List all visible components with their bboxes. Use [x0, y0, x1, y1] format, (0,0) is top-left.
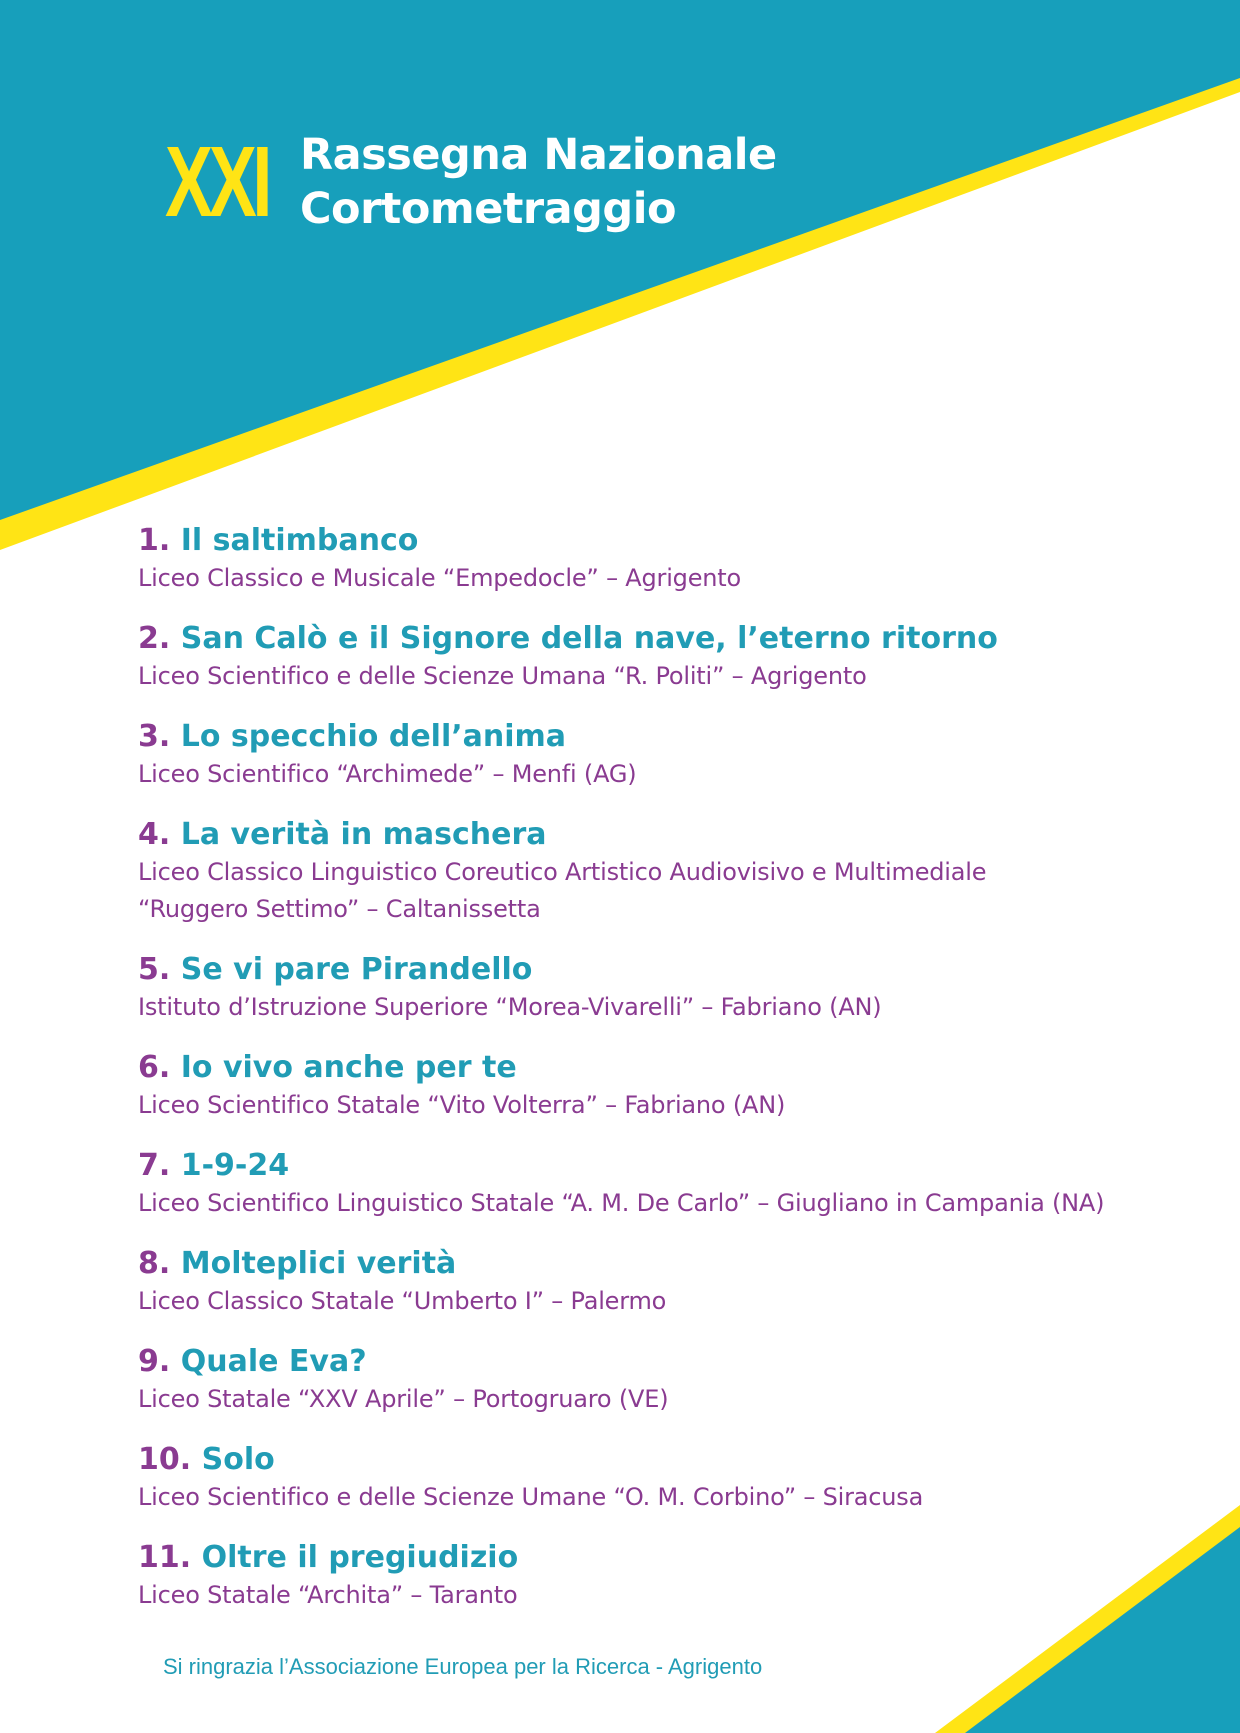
film-number: 8. [138, 1246, 171, 1281]
list-item [138, 718, 1218, 793]
school-name: Liceo Scientifico e delle Scienze Umana “R. Politi” – Agrigento [138, 662, 867, 690]
edition-number: XXI [165, 126, 269, 238]
film-name: La verità in maschera [180, 817, 547, 852]
film-name: Se vi pare Pirandello [180, 952, 533, 987]
event-title-line-2: Cortometraggio [300, 184, 676, 234]
school-name: Liceo Scientifico Linguistico Statale “A. M. De Carlo” – Giugliano in Campania (NA) [138, 1189, 1105, 1217]
school-name: Liceo Statale “XXV Aprile” – Portogruaro (VE) [138, 1385, 669, 1413]
film-number: 11. [138, 1540, 192, 1575]
school-name: Liceo Scientifico Statale “Vito Volterra” – Fabriano (AN) [138, 1091, 786, 1119]
film-title [138, 1245, 1218, 1283]
school-name: Liceo Classico Statale “Umberto I” – Palermo [138, 1287, 667, 1315]
school-name-line-2: “Ruggero Settimo” – Caltanissetta [138, 895, 541, 923]
film-title [138, 1049, 1218, 1087]
film-number: 9. [138, 1344, 171, 1379]
list-item [138, 522, 1218, 597]
list-item [138, 1539, 1218, 1614]
header [165, 128, 777, 236]
event-title [300, 128, 777, 236]
acknowledgement-footer: Si ringrazia l’Associazione Europea per la Ricerca - Agrigento [163, 1654, 763, 1679]
school-name: Liceo Scientifico “Archimede” – Menfi (AG) [138, 760, 637, 788]
list-item [138, 1343, 1218, 1418]
film-title [138, 951, 1218, 989]
list-item [138, 1245, 1218, 1320]
film-title [138, 1539, 1218, 1577]
film-number: 7. [138, 1148, 171, 1183]
film-name: Io vivo anche per te [180, 1050, 517, 1085]
list-item [138, 1441, 1218, 1516]
list-item [138, 1147, 1218, 1222]
film-number: 3. [138, 719, 171, 754]
film-name: Oltre il pregiudizio [201, 1540, 519, 1575]
film-name: San Calò e il Signore della nave, l’eterno ritorno [180, 621, 998, 656]
film-title [138, 1343, 1218, 1381]
film-number: 2. [138, 621, 171, 656]
list-item [138, 951, 1218, 1026]
film-list [138, 522, 1218, 1637]
film-name: Molteplici verità [180, 1246, 457, 1281]
film-number: 6. [138, 1050, 171, 1085]
list-item [138, 816, 1218, 928]
film-title [138, 620, 1218, 658]
film-title [138, 522, 1218, 560]
top-teal-band [0, 0, 1240, 520]
film-name: Il saltimbanco [180, 523, 419, 558]
film-name: Lo specchio dell’anima [180, 719, 567, 754]
film-name: Quale Eva? [180, 1344, 367, 1379]
school-name: Liceo Scientifico e delle Scienze Umane “O. M. Corbino” – Siracusa [138, 1483, 924, 1511]
school-name: Istituto d’Istruzione Superiore “Morea-Vivarelli” – Fabriano (AN) [138, 993, 882, 1021]
film-title [138, 816, 1218, 854]
list-item [138, 620, 1218, 695]
school-name: Liceo Classico e Musicale “Empedocle” – Agrigento [138, 564, 741, 592]
film-name: 1-9-24 [180, 1148, 290, 1183]
film-title [138, 718, 1218, 756]
school-name: Liceo Statale “Archita” – Taranto [138, 1581, 518, 1609]
school-name: Liceo Classico Linguistico Coreutico Artistico Audiovisivo e Multimediale [138, 858, 987, 886]
film-name: Solo [201, 1442, 275, 1477]
event-title-line-1: Rassegna Nazionale [300, 130, 777, 180]
film-title [138, 1441, 1218, 1479]
list-item [138, 1049, 1218, 1124]
film-number: 10. [138, 1442, 192, 1477]
film-title [138, 1147, 1218, 1185]
film-number: 1. [138, 523, 171, 558]
film-number: 4. [138, 817, 171, 852]
film-number: 5. [138, 952, 171, 987]
